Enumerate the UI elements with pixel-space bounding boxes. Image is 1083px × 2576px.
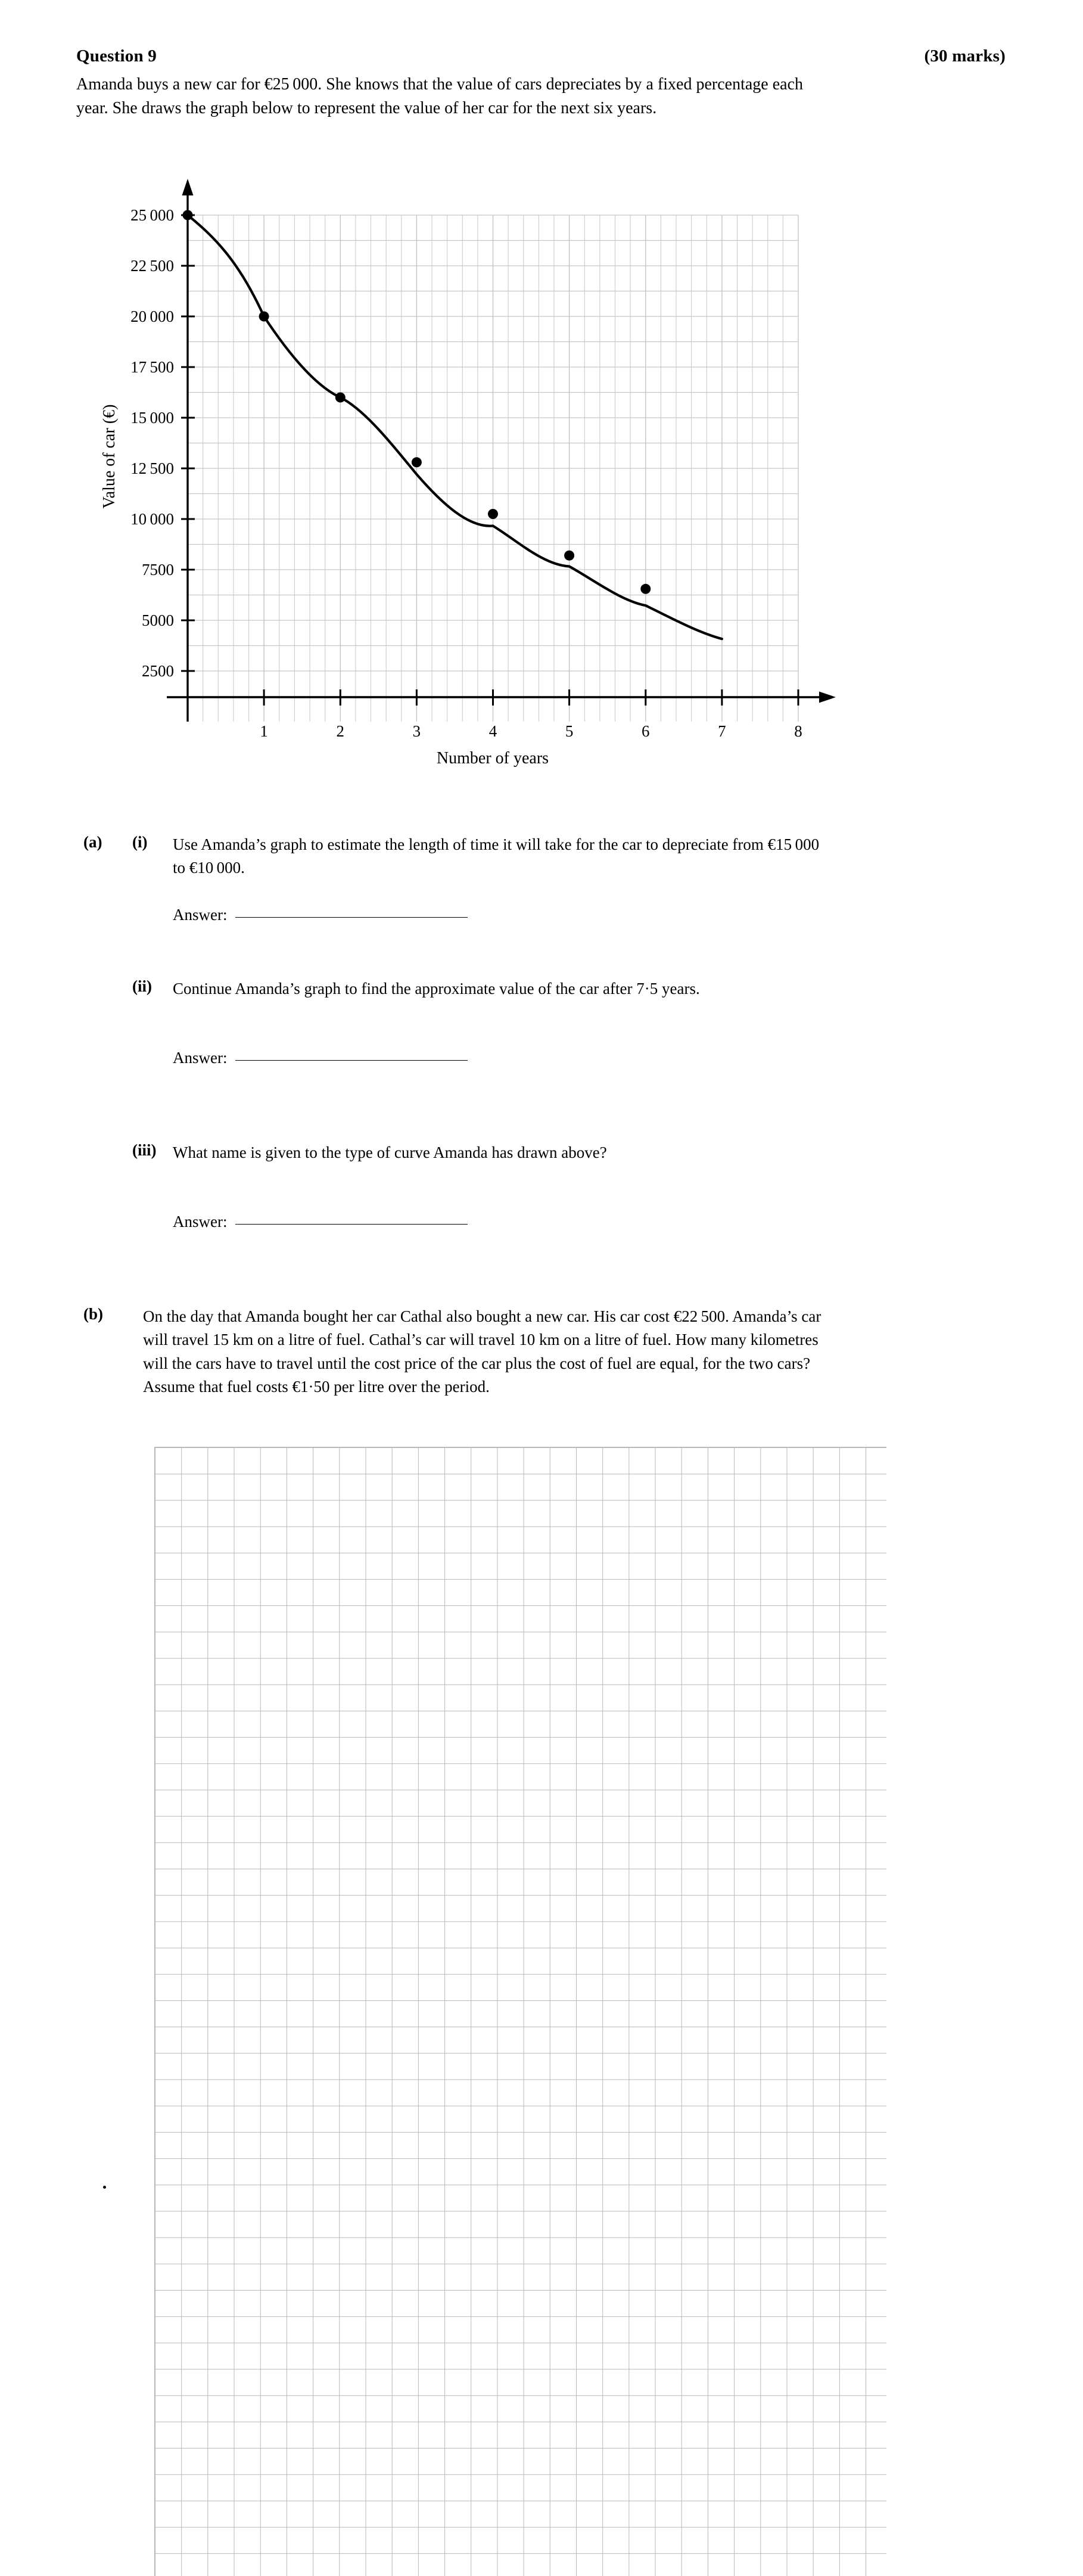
x-tick-label: 1 [260, 722, 268, 740]
y-axis-tick-labels [130, 206, 174, 680]
data-point [259, 312, 269, 322]
part-a-iii-text: What name is given to the type of curve Amanda has drawn above? [173, 1143, 607, 1161]
stray-dot-mark [103, 2186, 106, 2189]
depreciation-graph [60, 141, 894, 796]
page-title: Question 9 [76, 46, 157, 66]
data-point [488, 509, 498, 519]
graph-svg [60, 141, 894, 796]
x-tick-label: 5 [565, 722, 574, 740]
y-tick-label: 12 500 [130, 459, 174, 477]
curve-path [188, 215, 722, 639]
x-tick-label: 7 [718, 722, 726, 740]
part-a-i-roman: (i) [132, 833, 148, 851]
x-tick-label: 3 [412, 722, 421, 740]
y-axis [182, 179, 194, 722]
data-point [183, 210, 193, 220]
x-axis [167, 692, 836, 703]
answer-label: Answer: [173, 1213, 228, 1230]
answer-input-line[interactable] [235, 1223, 468, 1225]
answer-label: Answer: [173, 906, 228, 924]
answer-input-line[interactable] [235, 1059, 468, 1061]
part-b-label: (b) [83, 1305, 103, 1323]
answer-input-line[interactable] [235, 916, 468, 918]
marks-badge: (30 marks) [924, 46, 1006, 66]
y-axis-title: Value of car (€) [100, 404, 119, 509]
y-tick-label: 25 000 [130, 206, 174, 224]
part-a-ii-text: Continue Amanda’s graph to find the approximate value of the car after 7·5 years. [173, 980, 700, 998]
part-a-iii-answer-row [173, 1213, 468, 1231]
x-tick-label: 4 [488, 722, 497, 740]
part-b-text: On the day that Amanda bought her car Cathal also bought a new car. His car cost €22 500. Amanda’s car will travel 15 km on a litre of fuel. Cathal’s car will travel 10 km on a litre of fuel. How many kilometres will the cars have to travel until the cost price of the car plus the cost of fuel are equal, for the two cars? Assume that fuel costs €1·50 per litre over the period. [143, 1307, 821, 1396]
part-a-ii-answer-row [173, 1049, 468, 1067]
x-tick-label: 8 [794, 722, 802, 740]
y-tick-label: 7500 [142, 561, 174, 579]
x-tick-label: 6 [642, 722, 650, 740]
part-a-label: (a) [83, 833, 102, 851]
y-tick-label: 20 000 [130, 307, 174, 325]
answer-label: Answer: [173, 1049, 228, 1067]
y-tick-label: 15 000 [130, 409, 174, 427]
answer-working-grid[interactable] [154, 1447, 886, 2576]
x-axis-tick-labels [260, 722, 802, 740]
y-tick-label: 5000 [142, 611, 174, 629]
y-tick-label: 2500 [142, 662, 174, 680]
x-tick-label: 2 [336, 722, 345, 740]
x-axis-title: Number of years [436, 749, 549, 767]
question-header [76, 46, 1006, 66]
part-a-i-text: Use Amanda’s graph to estimate the length of time it will take for the car to depreciate from €15 000 to €10 000. [173, 835, 820, 877]
y-tick-label: 22 500 [130, 257, 174, 275]
y-tick-label: 10 000 [130, 510, 174, 528]
data-point [640, 584, 651, 594]
y-tick-label: 17 500 [130, 358, 174, 376]
question-intro-text: Amanda buys a new car for €25 000. She knows that the value of cars depreciates by a fixed percentage each year. She draws the graph below to represent the value of her car for the next six years. [76, 75, 804, 118]
data-point [564, 551, 574, 561]
part-a-ii-roman: (ii) [132, 977, 152, 995]
part-a-i-answer-row [173, 906, 468, 924]
data-point [335, 393, 346, 403]
data-point [412, 457, 422, 467]
part-a-iii-roman: (iii) [132, 1141, 157, 1159]
